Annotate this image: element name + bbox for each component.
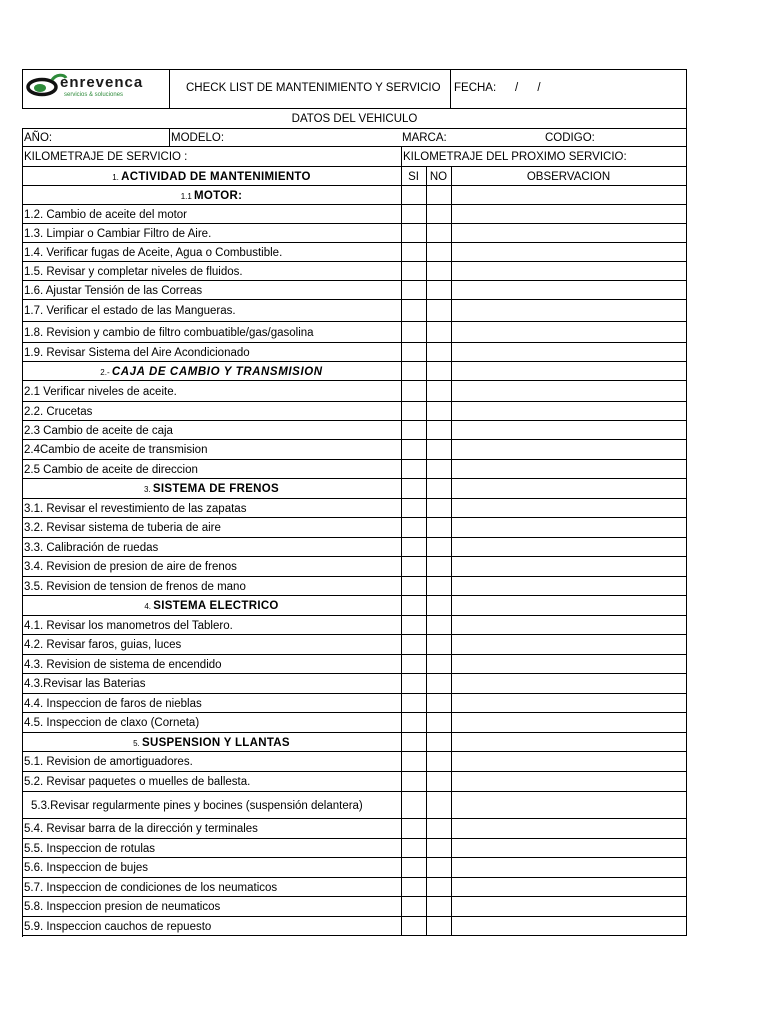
observacion-field[interactable] bbox=[452, 224, 686, 242]
si-checkbox[interactable] bbox=[402, 322, 426, 342]
page-title: CHECK LIST DE MANTENIMIENTO Y SERVICIO bbox=[186, 82, 441, 94]
si-checkbox[interactable] bbox=[402, 792, 426, 818]
si-checkbox[interactable] bbox=[402, 421, 426, 439]
no-checkbox[interactable] bbox=[427, 772, 451, 791]
no-checkbox[interactable] bbox=[427, 440, 451, 459]
section-label: CAJA DE CAMBIO Y TRANSMISION bbox=[111, 366, 323, 378]
si-checkbox[interactable] bbox=[402, 243, 426, 261]
si-checkbox[interactable] bbox=[402, 878, 426, 896]
observacion-field[interactable] bbox=[452, 917, 686, 935]
no-checkbox[interactable] bbox=[427, 752, 451, 771]
no-checkbox[interactable] bbox=[427, 694, 451, 712]
header-divider bbox=[169, 69, 170, 109]
marca-label: MARCA: bbox=[402, 132, 447, 144]
si-checkbox[interactable] bbox=[402, 205, 426, 223]
checklist-item-label: 1.6. Ajustar Tensión de las Correas bbox=[24, 285, 203, 297]
checklist-item-label: 3.4. Revision de presion de aire de frenos bbox=[24, 561, 237, 573]
logo-text: enrevenca bbox=[60, 74, 144, 91]
no-checkbox[interactable] bbox=[427, 819, 451, 838]
col-si-header: SI bbox=[408, 171, 419, 183]
no-checkbox[interactable] bbox=[427, 343, 451, 361]
column-divider bbox=[686, 556, 687, 576]
si-checkbox[interactable] bbox=[402, 381, 426, 401]
col-observacion-header: OBSERVACION bbox=[526, 171, 611, 183]
column-divider bbox=[451, 185, 452, 204]
column-divider bbox=[686, 204, 687, 223]
column-divider bbox=[686, 401, 687, 420]
checklist-item-label: 5.6. Inspeccion de bujes bbox=[24, 862, 149, 874]
vehicle-section-title: DATOS DEL VEHICULO bbox=[291, 113, 418, 125]
observacion-field[interactable] bbox=[452, 205, 686, 223]
si-checkbox[interactable] bbox=[402, 300, 426, 321]
section-number: 4. bbox=[144, 602, 154, 611]
no-checkbox[interactable] bbox=[427, 897, 451, 916]
column-divider bbox=[686, 361, 687, 380]
observacion-field[interactable] bbox=[452, 421, 686, 439]
column-divider bbox=[401, 732, 402, 751]
observacion-field[interactable] bbox=[452, 440, 686, 459]
observacion-field[interactable] bbox=[452, 819, 686, 838]
company-logo bbox=[24, 72, 166, 106]
section-title bbox=[22, 736, 401, 751]
section-title bbox=[22, 599, 401, 614]
checklist-row-rule bbox=[22, 935, 687, 936]
no-checkbox[interactable] bbox=[427, 460, 451, 478]
no-checkbox[interactable] bbox=[427, 224, 451, 242]
observacion-field[interactable] bbox=[452, 752, 686, 771]
section-label: ACTIVIDAD DE MANTENIMIENTO bbox=[121, 171, 311, 183]
checklist-item-label: 5.8. Inspeccion presion de neumaticos bbox=[24, 901, 221, 913]
column-divider bbox=[686, 791, 687, 818]
table-right-border bbox=[686, 109, 687, 167]
observacion-field[interactable] bbox=[452, 343, 686, 361]
column-divider bbox=[401, 478, 402, 498]
no-checkbox[interactable] bbox=[427, 243, 451, 261]
vehicle-section-rule bbox=[22, 128, 687, 129]
codigo-label: CODIGO: bbox=[545, 132, 595, 144]
observacion-field[interactable] bbox=[452, 635, 686, 654]
column-divider bbox=[426, 732, 427, 751]
observacion-field[interactable] bbox=[452, 499, 686, 517]
section-title bbox=[22, 365, 401, 380]
column-divider bbox=[686, 280, 687, 299]
column-divider bbox=[686, 771, 687, 791]
column-divider bbox=[686, 896, 687, 916]
observacion-field[interactable] bbox=[452, 858, 686, 877]
observacion-field[interactable] bbox=[452, 557, 686, 576]
si-checkbox[interactable] bbox=[402, 616, 426, 634]
column-divider bbox=[686, 517, 687, 537]
checklist-row-rule bbox=[22, 478, 687, 479]
section-number: 5. bbox=[133, 739, 143, 748]
vehicle-row-rule bbox=[22, 146, 687, 147]
no-checkbox[interactable] bbox=[427, 381, 451, 401]
checklist-item-label: 4.5. Inspeccion de claxo (Corneta) bbox=[24, 717, 200, 729]
si-checkbox[interactable] bbox=[402, 518, 426, 537]
no-checkbox[interactable] bbox=[427, 792, 451, 818]
logo-tagline: servicios & soluciones bbox=[64, 92, 124, 98]
checklist-item-label: 5.4. Revisar barra de la dirección y terminales bbox=[24, 823, 258, 835]
no-checkbox[interactable] bbox=[427, 674, 451, 693]
si-checkbox[interactable] bbox=[402, 343, 426, 361]
checklist-item-label: 5.9. Inspeccion cauchos de repuesto bbox=[24, 921, 212, 933]
column-divider bbox=[451, 361, 452, 380]
column-divider bbox=[401, 361, 402, 380]
fecha-label: FECHA: bbox=[454, 82, 497, 94]
column-divider bbox=[686, 498, 687, 517]
si-checkbox[interactable] bbox=[402, 460, 426, 478]
observacion-field[interactable] bbox=[452, 322, 686, 342]
checklist-item-label: 4.3.Revisar las Baterias bbox=[24, 678, 146, 690]
table-left-border bbox=[22, 128, 23, 937]
column-divider bbox=[686, 478, 687, 498]
column-divider bbox=[686, 877, 687, 896]
observacion-field[interactable] bbox=[452, 538, 686, 556]
si-checkbox[interactable] bbox=[402, 694, 426, 712]
column-divider bbox=[686, 838, 687, 857]
observacion-field[interactable] bbox=[452, 460, 686, 478]
column-divider bbox=[686, 712, 687, 732]
checklist-item-label: 5.1. Revision de amortiguadores. bbox=[24, 756, 193, 768]
checklist-item-label: 5.7. Inspeccion de condiciones de los neumaticos bbox=[24, 882, 278, 894]
si-checkbox[interactable] bbox=[402, 224, 426, 242]
observacion-field[interactable] bbox=[452, 518, 686, 537]
column-divider bbox=[686, 654, 687, 673]
column-divider bbox=[686, 916, 687, 935]
observacion-field[interactable] bbox=[452, 694, 686, 712]
no-checkbox[interactable] bbox=[427, 518, 451, 537]
column-divider bbox=[401, 185, 402, 204]
si-checkbox[interactable] bbox=[402, 499, 426, 517]
column-divider bbox=[686, 751, 687, 771]
checklist-row-rule bbox=[22, 732, 687, 733]
column-divider bbox=[686, 595, 687, 615]
column-divider bbox=[686, 537, 687, 556]
column-divider bbox=[686, 185, 687, 204]
checklist-item-label: 1.2. Cambio de aceite del motor bbox=[24, 209, 188, 221]
column-divider bbox=[686, 634, 687, 654]
no-checkbox[interactable] bbox=[427, 577, 451, 595]
si-checkbox[interactable] bbox=[402, 858, 426, 877]
column-divider bbox=[451, 595, 452, 615]
column-divider bbox=[401, 166, 402, 185]
checklist-item-label: 5.5. Inspeccion de rotulas bbox=[24, 843, 156, 855]
column-divider bbox=[686, 615, 687, 634]
column-divider bbox=[686, 380, 687, 401]
column-divider bbox=[426, 361, 427, 380]
si-checkbox[interactable] bbox=[402, 819, 426, 838]
no-checkbox[interactable] bbox=[427, 713, 451, 732]
section-title bbox=[22, 189, 401, 204]
column-divider bbox=[451, 478, 452, 498]
column-divider bbox=[686, 166, 687, 185]
checklist-item-label: 1.7. Verificar el estado de las Mangueras. bbox=[24, 305, 236, 317]
section-label: SISTEMA DE FRENOS bbox=[152, 483, 279, 495]
checklist-item-label: 4.4. Inspeccion de faros de nieblas bbox=[24, 698, 202, 710]
column-divider bbox=[686, 420, 687, 439]
column-divider bbox=[426, 185, 427, 204]
no-checkbox[interactable] bbox=[427, 538, 451, 556]
column-divider bbox=[686, 693, 687, 712]
column-divider bbox=[686, 242, 687, 261]
modelo-label: MODELO: bbox=[171, 132, 225, 144]
no-checkbox[interactable] bbox=[427, 300, 451, 321]
section-number: 1. bbox=[112, 173, 122, 182]
anio-label: AÑO: bbox=[24, 132, 53, 144]
column-divider bbox=[686, 857, 687, 877]
observacion-field[interactable] bbox=[452, 381, 686, 401]
no-checkbox[interactable] bbox=[427, 322, 451, 342]
checklist-item-label: 4.3. Revision de sistema de encendido bbox=[24, 659, 222, 671]
section-number: 3. bbox=[144, 485, 153, 494]
no-checkbox[interactable] bbox=[427, 858, 451, 877]
checklist-item-label: 3.5. Revision de tension de frenos de mano bbox=[24, 581, 246, 593]
checklist-item-label: 1.5. Revisar y completar niveles de fluidos. bbox=[24, 266, 243, 278]
section-title bbox=[22, 482, 401, 497]
si-checkbox[interactable] bbox=[402, 917, 426, 935]
checklist-item-label: 5.3.Revisar regularmente pines y bocines (suspensión delantera) bbox=[31, 800, 363, 812]
si-checkbox[interactable] bbox=[402, 281, 426, 299]
column-header-rule bbox=[22, 166, 687, 167]
km-servicio-label: KILOMETRAJE DE SERVICIO : bbox=[24, 151, 188, 163]
section-label: SISTEMA ELECTRICO bbox=[153, 600, 279, 612]
column-divider bbox=[451, 166, 452, 185]
observacion-field[interactable] bbox=[452, 792, 686, 818]
no-checkbox[interactable] bbox=[427, 917, 451, 935]
col-no-header: NO bbox=[429, 171, 448, 183]
si-checkbox[interactable] bbox=[402, 577, 426, 595]
section-title bbox=[22, 170, 401, 185]
si-checkbox[interactable] bbox=[402, 538, 426, 556]
si-checkbox[interactable] bbox=[402, 655, 426, 673]
checklist-item-label: 5.2. Revisar paquetes o muelles de ballesta. bbox=[24, 776, 251, 788]
section-label: SUSPENSION Y LLANTAS bbox=[142, 737, 290, 749]
observacion-field[interactable] bbox=[452, 839, 686, 857]
no-checkbox[interactable] bbox=[427, 655, 451, 673]
checklist-item-label: 3.3. Calibración de ruedas bbox=[24, 542, 159, 554]
no-checkbox[interactable] bbox=[427, 878, 451, 896]
observacion-field[interactable] bbox=[452, 897, 686, 916]
checklist-row-rule bbox=[22, 595, 687, 596]
column-divider bbox=[686, 261, 687, 280]
column-divider bbox=[451, 732, 452, 751]
anio-divider bbox=[169, 128, 170, 146]
no-checkbox[interactable] bbox=[427, 281, 451, 299]
column-divider bbox=[686, 223, 687, 242]
checklist-item-label: 3.1. Revisar el revestimiento de las zapatas bbox=[24, 503, 247, 515]
column-divider bbox=[426, 166, 427, 185]
column-divider bbox=[686, 439, 687, 459]
si-checkbox[interactable] bbox=[402, 402, 426, 420]
si-checkbox[interactable] bbox=[402, 635, 426, 654]
si-checkbox[interactable] bbox=[402, 713, 426, 732]
column-divider bbox=[686, 576, 687, 595]
observacion-field[interactable] bbox=[452, 281, 686, 299]
checklist-item-label: 1.8. Revision y cambio de filtro combuatible/gas/gasolina bbox=[24, 327, 314, 339]
column-divider bbox=[401, 595, 402, 615]
checklist-item-label: 2.5 Cambio de aceite de direccion bbox=[24, 464, 198, 476]
section-header-row-rule bbox=[22, 185, 687, 186]
section-number: 2.- bbox=[100, 368, 112, 377]
no-checkbox[interactable] bbox=[427, 616, 451, 634]
checklist-item-label: 3.2. Revisar sistema de tuberia de aire bbox=[24, 522, 221, 534]
si-checkbox[interactable] bbox=[402, 839, 426, 857]
checklist-row-rule bbox=[22, 361, 687, 362]
checklist-item-label: 4.1. Revisar los manometros del Tablero. bbox=[24, 620, 233, 632]
section-label: MOTOR: bbox=[194, 190, 243, 202]
no-checkbox[interactable] bbox=[427, 262, 451, 280]
km-proximo-label: KILOMETRAJE DEL PROXIMO SERVICIO: bbox=[403, 151, 627, 163]
checklist-item-label: 1.9. Revisar Sistema del Aire Acondicionado bbox=[24, 347, 250, 359]
column-divider bbox=[686, 818, 687, 838]
column-divider bbox=[426, 595, 427, 615]
no-checkbox[interactable] bbox=[427, 402, 451, 420]
no-checkbox[interactable] bbox=[427, 635, 451, 654]
checklist-item-label: 2.1 Verificar niveles de aceite. bbox=[24, 386, 177, 398]
si-checkbox[interactable] bbox=[402, 440, 426, 459]
si-checkbox[interactable] bbox=[402, 897, 426, 916]
si-checkbox[interactable] bbox=[402, 262, 426, 280]
si-checkbox[interactable] bbox=[402, 752, 426, 771]
no-checkbox[interactable] bbox=[427, 421, 451, 439]
observacion-field[interactable] bbox=[452, 300, 686, 321]
header-divider bbox=[450, 69, 451, 109]
observacion-field[interactable] bbox=[452, 655, 686, 673]
no-checkbox[interactable] bbox=[427, 205, 451, 223]
fecha-value: / / bbox=[515, 82, 541, 94]
column-divider bbox=[426, 478, 427, 498]
section-number: 1.1 bbox=[180, 192, 195, 201]
checklist-item-label: 1.3. Limpiar o Cambiar Filtro de Aire. bbox=[24, 228, 212, 240]
column-divider bbox=[686, 342, 687, 361]
observacion-field[interactable] bbox=[452, 262, 686, 280]
checklist-item-label: 2.4Cambio de aceite de transmision bbox=[24, 444, 208, 456]
observacion-field[interactable] bbox=[452, 402, 686, 420]
observacion-field[interactable] bbox=[452, 772, 686, 791]
column-divider bbox=[686, 321, 687, 342]
observacion-field[interactable] bbox=[452, 616, 686, 634]
column-divider bbox=[686, 459, 687, 478]
no-checkbox[interactable] bbox=[427, 839, 451, 857]
checklist-item-label: 2.3 Cambio de aceite de caja bbox=[24, 425, 173, 437]
si-checkbox[interactable] bbox=[402, 557, 426, 576]
si-checkbox[interactable] bbox=[402, 674, 426, 693]
observacion-field[interactable] bbox=[452, 713, 686, 732]
checklist-item-label: 4.2. Revisar faros, guias, luces bbox=[24, 639, 182, 651]
si-checkbox[interactable] bbox=[402, 772, 426, 791]
column-divider bbox=[686, 299, 687, 321]
column-divider bbox=[686, 732, 687, 751]
checklist-item-label: 1.4. Verificar fugas de Aceite, Agua o Combustible. bbox=[24, 247, 283, 259]
observacion-field[interactable] bbox=[452, 243, 686, 261]
column-divider bbox=[686, 673, 687, 693]
checklist-item-label: 2.2. Crucetas bbox=[24, 406, 93, 418]
observacion-field[interactable] bbox=[452, 878, 686, 896]
no-checkbox[interactable] bbox=[427, 499, 451, 517]
no-checkbox[interactable] bbox=[427, 557, 451, 576]
observacion-field[interactable] bbox=[452, 674, 686, 693]
km-divider bbox=[401, 146, 402, 166]
observacion-field[interactable] bbox=[452, 577, 686, 595]
